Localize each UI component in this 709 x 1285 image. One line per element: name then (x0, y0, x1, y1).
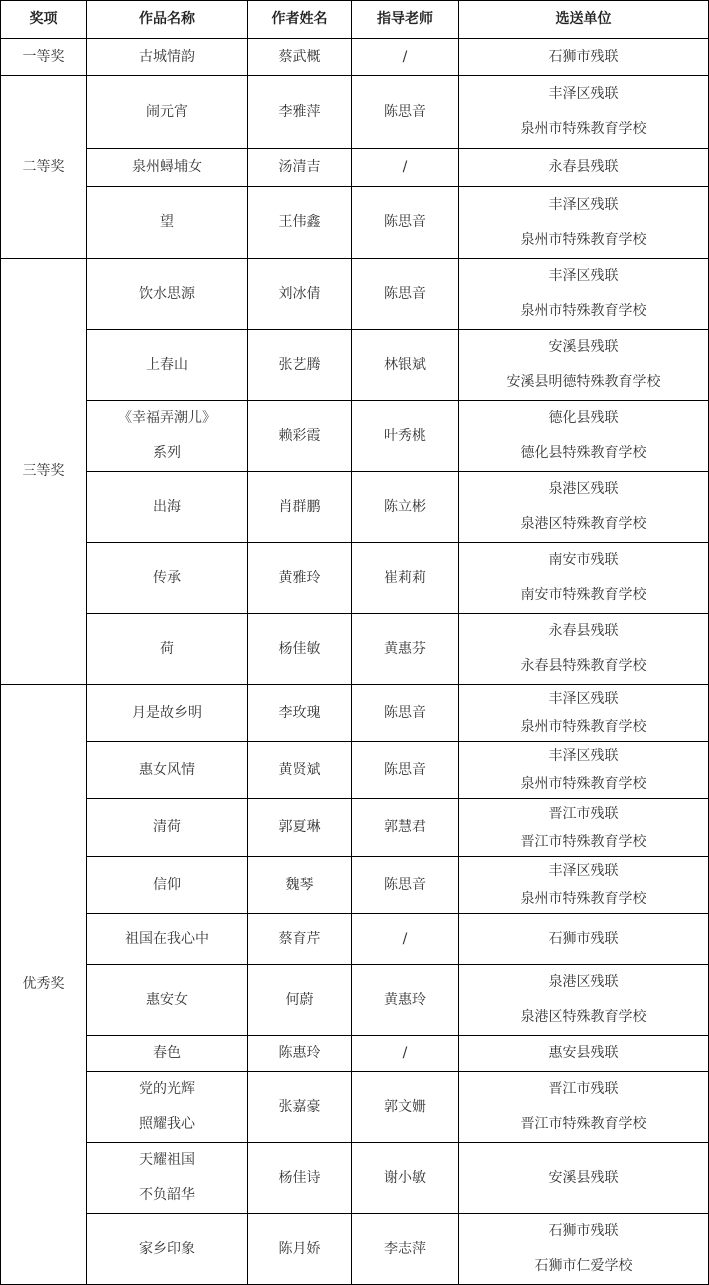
unit-cell-line: 泉港区特殊教育学校 (520, 1009, 647, 1025)
unit-cell-line: 丰泽区残联 (548, 86, 619, 102)
unit-cell (459, 76, 709, 149)
unit-cell-line: 安溪县残联 (548, 339, 619, 355)
unit-cell-line: 石狮市仁爱学校 (534, 1258, 633, 1274)
teacher-cell: 陈思音 (352, 685, 459, 742)
table-row (1, 1143, 709, 1214)
unit-cell-line: 晋江市残联 (548, 1081, 619, 1097)
award-cell: 一等奖 (1, 39, 87, 76)
unit-cell: 惠安县残联 (459, 1036, 709, 1072)
unit-cell (459, 799, 709, 857)
table-row (1, 1214, 709, 1285)
header-author: 作者姓名 (248, 1, 352, 39)
work-title-cell: 信仰 (87, 857, 248, 914)
teacher-cell: 陈思音 (352, 187, 459, 259)
unit-cell-line: 德化县残联 (548, 410, 619, 426)
unit-cell: 永春县残联 (459, 149, 709, 187)
work-title-cell: 古城情韵 (87, 39, 248, 76)
author-cell: 张嘉豪 (248, 1072, 352, 1143)
work-title-cell-line: 系列 (153, 445, 181, 461)
work-title-cell (87, 401, 248, 472)
unit-cell-line: 永春县特殊教育学校 (520, 658, 647, 674)
table-row (1, 685, 709, 742)
header-teacher: 指导老师 (352, 1, 459, 39)
work-title-cell-line: 天耀祖国 (139, 1152, 195, 1168)
unit-cell (459, 857, 709, 914)
author-cell: 刘冰倩 (248, 259, 352, 330)
teacher-cell: / (352, 39, 459, 76)
unit-cell-line: 泉州市特殊教育学校 (520, 776, 647, 792)
award-cell: 优秀奖 (1, 685, 87, 1285)
work-title-cell: 家乡印象 (87, 1214, 248, 1285)
author-cell: 杨佳敏 (248, 614, 352, 685)
unit-cell (459, 259, 709, 330)
unit-cell-line: 晋江市残联 (548, 805, 619, 822)
author-cell: 魏琴 (248, 857, 352, 914)
work-title-cell (87, 1143, 248, 1214)
unit-cell: 石狮市残联 (459, 39, 709, 76)
award-cell: 三等奖 (1, 259, 87, 685)
author-cell: 黄雅玲 (248, 543, 352, 614)
unit-cell-line: 泉州市特殊教育学校 (520, 231, 647, 248)
unit-cell-line: 南安市残联 (548, 552, 619, 568)
table-row (1, 330, 709, 401)
author-cell: 李玫瑰 (248, 685, 352, 742)
table-row (1, 39, 709, 76)
unit-cell (459, 543, 709, 614)
table-row (1, 149, 709, 187)
table-row (1, 742, 709, 799)
author-cell: 杨佳诗 (248, 1143, 352, 1214)
unit-cell-line: 泉港区残联 (548, 481, 619, 497)
award-cell: 二等奖 (1, 76, 87, 259)
work-title-cell: 月是故乡明 (87, 685, 248, 742)
work-title-cell (87, 1072, 248, 1143)
author-cell: 肖群鹏 (248, 472, 352, 543)
teacher-cell: 郭慧君 (352, 799, 459, 857)
table-row (1, 1072, 709, 1143)
work-title-cell: 祖国在我心中 (87, 914, 248, 965)
unit-cell-line: 丰泽区残联 (548, 748, 619, 764)
unit-cell (459, 685, 709, 742)
table-row (1, 614, 709, 685)
author-cell: 李雅萍 (248, 76, 352, 149)
unit-cell-line: 永春县残联 (548, 623, 619, 639)
unit-cell-line: 晋江市特殊教育学校 (520, 1116, 647, 1132)
author-cell: 蔡育芹 (248, 914, 352, 965)
unit-cell-line: 泉港区特殊教育学校 (520, 516, 647, 532)
unit-cell (459, 187, 709, 259)
table-row (1, 857, 709, 914)
unit-cell-line: 德化县特殊教育学校 (520, 445, 647, 461)
unit-cell (459, 742, 709, 799)
header-award: 奖项 (1, 1, 87, 39)
table-row (1, 401, 709, 472)
unit-cell-line: 丰泽区残联 (548, 196, 619, 213)
table-row (1, 259, 709, 330)
work-title-cell: 惠女风情 (87, 742, 248, 799)
unit-cell-line: 泉州市特殊教育学校 (520, 121, 647, 137)
teacher-cell: 黄惠芬 (352, 614, 459, 685)
table-row (1, 543, 709, 614)
work-title-cell: 春色 (87, 1036, 248, 1072)
table-row (1, 1036, 709, 1072)
table-row (1, 914, 709, 965)
unit-cell (459, 472, 709, 543)
teacher-cell: 陈思音 (352, 76, 459, 149)
author-cell: 陈惠玲 (248, 1036, 352, 1072)
unit-cell-line: 泉州市特殊教育学校 (520, 303, 647, 319)
unit-cell-line: 泉港区残联 (548, 974, 619, 990)
work-title-cell-line: 不负韶华 (139, 1187, 195, 1203)
unit-cell-line: 安溪县明德特殊教育学校 (506, 374, 661, 390)
author-cell: 赖彩霞 (248, 401, 352, 472)
header-row (1, 1, 709, 39)
teacher-cell: 谢小敏 (352, 1143, 459, 1214)
work-title-cell: 惠安女 (87, 965, 248, 1036)
work-title-cell: 荷 (87, 614, 248, 685)
unit-cell-line: 石狮市残联 (548, 1223, 619, 1239)
work-title-cell: 饮水思源 (87, 259, 248, 330)
author-cell: 陈月娇 (248, 1214, 352, 1285)
work-title-cell: 望 (87, 187, 248, 259)
table-row (1, 187, 709, 259)
work-title-cell-line: 党的光辉 (139, 1081, 195, 1097)
unit-cell (459, 965, 709, 1036)
teacher-cell: / (352, 914, 459, 965)
author-cell: 郭夏琳 (248, 799, 352, 857)
unit-cell: 安溪县残联 (459, 1143, 709, 1214)
table-body (1, 39, 709, 1285)
unit-cell (459, 1214, 709, 1285)
teacher-cell: 陈思音 (352, 742, 459, 799)
table-row (1, 472, 709, 543)
unit-cell-line: 南安市特殊教育学校 (520, 587, 647, 603)
work-title-cell-line: 照耀我心 (139, 1116, 195, 1132)
unit-cell (459, 614, 709, 685)
work-title-cell: 泉州蟳埔女 (87, 149, 248, 187)
header-unit: 选送单位 (459, 1, 709, 39)
teacher-cell: 陈思音 (352, 857, 459, 914)
teacher-cell: 崔莉莉 (352, 543, 459, 614)
unit-cell: 石狮市残联 (459, 914, 709, 965)
work-title-cell: 传承 (87, 543, 248, 614)
teacher-cell: / (352, 149, 459, 187)
unit-cell-line: 晋江市特殊教育学校 (520, 833, 647, 850)
teacher-cell: 李志萍 (352, 1214, 459, 1285)
unit-cell-line: 丰泽区残联 (548, 863, 619, 879)
table-row (1, 76, 709, 149)
author-cell: 张艺腾 (248, 330, 352, 401)
unit-cell-line: 泉州市特殊教育学校 (520, 719, 647, 735)
unit-cell-line: 泉州市特殊教育学校 (520, 891, 647, 907)
unit-cell (459, 1072, 709, 1143)
unit-cell-line: 丰泽区残联 (548, 691, 619, 707)
work-title-cell: 出海 (87, 472, 248, 543)
author-cell: 何蔚 (248, 965, 352, 1036)
unit-cell-line: 丰泽区残联 (548, 268, 619, 284)
unit-cell (459, 401, 709, 472)
work-title-cell-line: 《幸福弄潮儿》 (118, 410, 216, 426)
teacher-cell: 林银斌 (352, 330, 459, 401)
work-title-cell: 闹元宵 (87, 76, 248, 149)
author-cell: 蔡武概 (248, 39, 352, 76)
author-cell: 王伟鑫 (248, 187, 352, 259)
table-row (1, 965, 709, 1036)
work-title-cell: 清荷 (87, 799, 248, 857)
table-row (1, 799, 709, 857)
teacher-cell: 叶秀桃 (352, 401, 459, 472)
teacher-cell: 陈思音 (352, 259, 459, 330)
teacher-cell: / (352, 1036, 459, 1072)
teacher-cell: 郭文姗 (352, 1072, 459, 1143)
unit-cell (459, 330, 709, 401)
teacher-cell: 黄惠玲 (352, 965, 459, 1036)
header-work-title: 作品名称 (87, 1, 248, 39)
author-cell: 汤清吉 (248, 149, 352, 187)
work-title-cell: 上春山 (87, 330, 248, 401)
author-cell: 黄贤斌 (248, 742, 352, 799)
teacher-cell: 陈立彬 (352, 472, 459, 543)
